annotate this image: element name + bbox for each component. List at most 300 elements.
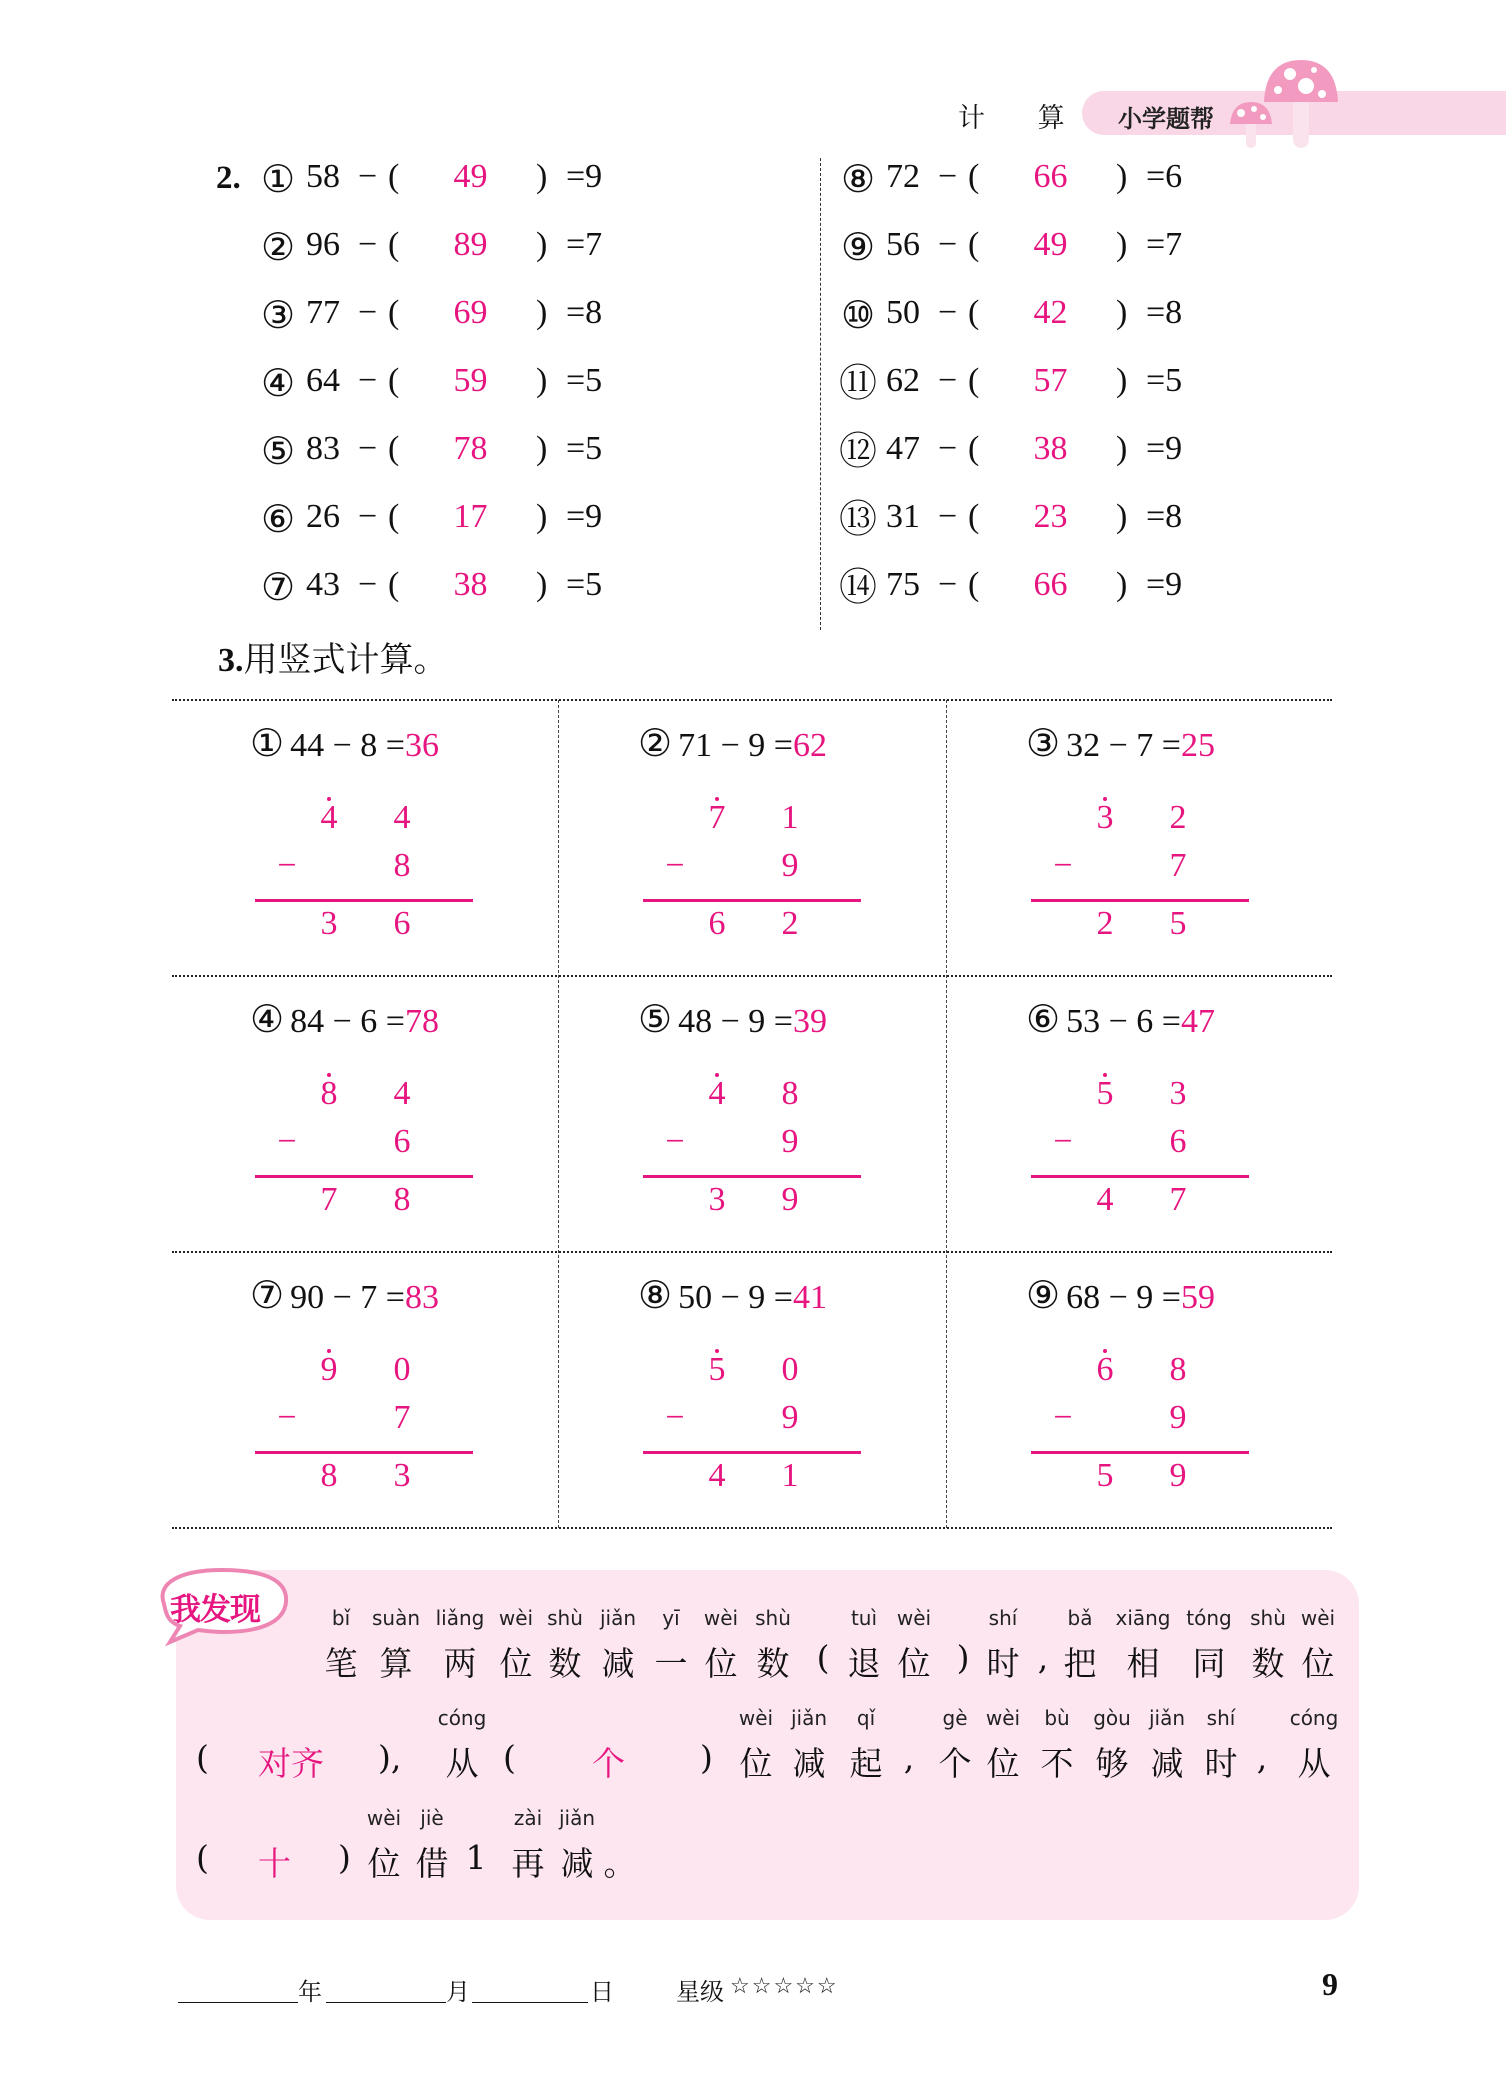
item-number: ④ (260, 363, 296, 405)
problem-result[interactable]: 41 (792, 1279, 827, 1316)
answer-blank[interactable]: 66 (1033, 158, 1068, 195)
equation-row (258, 158, 658, 202)
hanzi: 。 (603, 1844, 637, 1883)
close-paren: ) (1116, 362, 1128, 399)
day-label: 日 (590, 1978, 614, 2006)
open-paren: ( (196, 1738, 209, 1777)
answer-blank[interactable]: 23 (1033, 498, 1068, 535)
hanzi: 减 (601, 1644, 635, 1683)
result-tens-digit: 4 (708, 1457, 726, 1494)
equation-row (838, 362, 1238, 406)
open-paren: ( (196, 1838, 209, 1877)
problem-result[interactable]: 39 (792, 1003, 827, 1040)
hanzi: 笔 (324, 1644, 358, 1683)
hanzi: 位 (1301, 1644, 1335, 1683)
answer-blank[interactable]: 42 (1033, 294, 1068, 331)
hanzi: 退 (847, 1644, 881, 1683)
problem-expression: 90 − 7 = (290, 1279, 405, 1316)
minus-sign: − (665, 1399, 685, 1436)
pinyin: wèi (498, 1606, 534, 1630)
star-rating[interactable]: ☆☆☆☆☆ (730, 1974, 839, 1999)
minus-sign: − (938, 158, 958, 195)
discovery-badge: 我发现 (170, 1592, 260, 1628)
pinyin: cóng (437, 1706, 487, 1730)
close-paren: ) (536, 158, 548, 195)
hanzi: 个 (938, 1744, 972, 1783)
item-number: ① (260, 159, 296, 201)
answer-blank[interactable]: 17 (453, 498, 488, 535)
hanzi: ) (956, 1638, 970, 1677)
hanzi: 起 (849, 1744, 883, 1783)
hanzi: 位 (739, 1744, 773, 1783)
minus-sign: − (358, 226, 378, 263)
hanzi: 位 (986, 1744, 1020, 1783)
item-number: ⑬ (838, 499, 877, 541)
result-tens-digit: 3 (708, 1181, 726, 1218)
close-paren: ) (1116, 226, 1128, 263)
tens-digit: 3 (1096, 799, 1114, 836)
open-paren: ( (968, 430, 980, 467)
vertical-calculation (172, 701, 560, 976)
close-paren: ) (1116, 498, 1128, 535)
problem-result[interactable]: 36 (404, 727, 439, 764)
minus-sign: − (358, 158, 378, 195)
pinyin: jiè (420, 1806, 444, 1830)
problem-expression: 50 − 9 = (678, 1279, 793, 1316)
result-ones-digit: 7 (1169, 1181, 1187, 1218)
pinyin: jiǎn (790, 1706, 828, 1730)
equals-result: =9 (1146, 566, 1183, 603)
hanzi: 够 (1095, 1744, 1129, 1783)
pinyin: gòu (1093, 1706, 1131, 1730)
equation-row (258, 566, 658, 610)
hanzi: 位 (367, 1844, 401, 1883)
close-paren: ) (1116, 158, 1128, 195)
ones-digit: 4 (393, 1075, 411, 1112)
hanzi: 位 (499, 1644, 533, 1683)
tens-digit: 6 (1096, 1351, 1114, 1388)
pinyin: yī (662, 1606, 680, 1630)
equation-row (258, 294, 658, 338)
open-paren: ( (388, 158, 400, 195)
subtrahend-digit: 8 (393, 847, 411, 884)
answer-blank[interactable]: 78 (453, 430, 488, 467)
problem-number: ③ (1026, 723, 1061, 765)
rating-label: 星级 (676, 1978, 724, 2006)
equals-result: =8 (1146, 498, 1183, 535)
close-paren: ) (1116, 430, 1128, 467)
result-ones-digit: 6 (393, 905, 411, 942)
pinyin: shí (1206, 1706, 1236, 1730)
vertical-calc-cell (172, 701, 560, 976)
equals-result: =5 (566, 362, 603, 399)
sum-line (643, 1175, 861, 1178)
hanzi: 数 (1251, 1644, 1285, 1683)
vertical-calculation (948, 701, 1336, 976)
vertical-calculation (172, 977, 560, 1252)
tens-digit: 4 (320, 799, 338, 836)
subtrahend-digit: 7 (1169, 847, 1187, 884)
minuend: 75 (886, 566, 920, 603)
vertical-calc-cell (172, 977, 560, 1252)
equals-result: =6 (1146, 158, 1183, 195)
open-paren: ( (968, 498, 980, 535)
question-2-number: 2. (216, 160, 241, 196)
problem-expression: 44 − 8 = (290, 727, 405, 764)
pinyin: tuì (850, 1606, 878, 1630)
pinyin: shù (1250, 1606, 1286, 1630)
close-paren: ) (536, 498, 548, 535)
hanzi: 位 (897, 1644, 931, 1683)
close-paren: ) (536, 294, 548, 331)
subtrahend-digit: 9 (1169, 1399, 1187, 1436)
hanzi: 把 (1063, 1644, 1097, 1683)
equation-row (258, 498, 658, 542)
problem-result[interactable]: 83 (404, 1279, 439, 1316)
hanzi: 相 (1126, 1644, 1160, 1683)
close-paren: ) (536, 226, 548, 263)
minuend: 83 (306, 430, 340, 467)
pinyin: tóng (1186, 1606, 1232, 1630)
minus-sign: − (938, 430, 958, 467)
result-ones-digit: 9 (781, 1181, 799, 1218)
month-blank[interactable] (326, 2002, 446, 2003)
subtrahend-digit: 6 (1169, 1123, 1187, 1160)
sum-line (643, 899, 861, 902)
open-paren: ( (968, 294, 980, 331)
vertical-calc-cell (948, 977, 1336, 1252)
answer-blank[interactable]: 个 (592, 1744, 625, 1783)
hanzi: 两 (443, 1644, 477, 1683)
problem-result[interactable]: 78 (404, 1003, 439, 1040)
answer-blank[interactable]: 49 (453, 158, 488, 195)
result-ones-digit: 9 (1169, 1457, 1187, 1494)
year-blank[interactable] (178, 2002, 298, 2003)
answer-blank[interactable]: 59 (453, 362, 488, 399)
minuend: 72 (886, 158, 920, 195)
equation-row (838, 294, 1238, 338)
close-paren: ) (536, 362, 548, 399)
problem-result[interactable]: 62 (792, 727, 827, 764)
close-paren: ), (378, 1738, 402, 1777)
pinyin: cóng (1289, 1706, 1339, 1730)
hanzi: , (1256, 1738, 1268, 1777)
section-title: 计 算 (958, 103, 1087, 134)
vertical-calculation (560, 1253, 948, 1528)
pinyin: xiāng (1115, 1606, 1171, 1630)
sum-line (255, 899, 473, 902)
subtrahend-digit: 9 (781, 847, 799, 884)
minuend: 50 (886, 294, 920, 331)
answer-blank[interactable]: 69 (453, 294, 488, 331)
hanzi: 从 (1297, 1744, 1331, 1783)
open-paren: ( (388, 294, 400, 331)
equation-row (838, 430, 1238, 474)
equation-row (838, 226, 1238, 270)
problem-number: ⑥ (1026, 999, 1061, 1041)
result-ones-digit: 3 (393, 1457, 411, 1494)
result-tens-digit: 2 (1096, 905, 1114, 942)
equals-result: =9 (1146, 430, 1183, 467)
problem-number: ④ (250, 999, 285, 1041)
ones-digit: 1 (781, 799, 799, 836)
sum-line (255, 1451, 473, 1454)
equals-result: =7 (1146, 226, 1183, 263)
problem-expression: 68 − 9 = (1066, 1279, 1181, 1316)
item-number: ⑤ (260, 431, 296, 473)
result-tens-digit: 7 (320, 1181, 338, 1218)
ones-digit: 0 (781, 1351, 799, 1388)
result-ones-digit: 2 (781, 905, 799, 942)
pinyin: bǐ (331, 1606, 351, 1630)
vertical-calculation (560, 977, 948, 1252)
vertical-calc-cell (560, 1253, 948, 1528)
pinyin: shù (755, 1606, 791, 1630)
sum-line (1031, 1451, 1249, 1454)
answer-blank[interactable]: 十 (258, 1844, 291, 1883)
hanzi: 1 (465, 1838, 487, 1877)
sum-line (643, 1451, 861, 1454)
minuend: 58 (306, 158, 340, 195)
pinyin: shù (547, 1606, 583, 1630)
minus-sign: − (665, 1123, 685, 1160)
hanzi: 不 (1040, 1744, 1074, 1783)
problem-number: ② (638, 723, 673, 765)
tens-digit: 8 (320, 1075, 338, 1112)
day-blank[interactable] (472, 2002, 588, 2003)
minuend: 64 (306, 362, 340, 399)
vertical-calculation (948, 977, 1336, 1252)
ones-digit: 2 (1169, 799, 1187, 836)
open-paren: ( (388, 566, 400, 603)
brand-name: 小学题帮 (1118, 105, 1214, 133)
problem-number: ⑧ (638, 1275, 673, 1317)
item-number: ⑦ (260, 567, 296, 609)
minuend: 56 (886, 226, 920, 263)
pinyin: wèi (366, 1806, 402, 1830)
equals-result: =5 (1146, 362, 1183, 399)
equals-result: =7 (566, 226, 603, 263)
item-number: ⑫ (838, 431, 877, 473)
hanzi: , (1037, 1638, 1049, 1677)
item-number: ⑩ (840, 295, 876, 337)
result-ones-digit: 8 (393, 1181, 411, 1218)
hanzi: , (903, 1738, 915, 1777)
tens-digit: 5 (1096, 1075, 1114, 1112)
minuend: 96 (306, 226, 340, 263)
pinyin: wèi (738, 1706, 774, 1730)
vertical-calc-cell (948, 701, 1336, 976)
item-number: ② (260, 227, 296, 269)
minus-sign: − (938, 226, 958, 263)
problem-number: ① (250, 723, 285, 765)
pinyin: jiǎn (558, 1806, 596, 1830)
question-3-text: 用竖式计算。 (243, 640, 448, 680)
equation-row (258, 430, 658, 474)
question-3-title (218, 632, 448, 681)
result-tens-digit: 5 (1096, 1457, 1114, 1494)
problem-expression: 84 − 6 = (290, 1003, 405, 1040)
problem-expression: 53 − 6 = (1066, 1003, 1181, 1040)
equation-row (258, 226, 658, 270)
vertical-calculation (560, 701, 948, 976)
hanzi: 数 (548, 1644, 582, 1683)
answer-blank[interactable]: 38 (453, 566, 488, 603)
minus-sign: − (277, 847, 297, 884)
hanzi: ( (816, 1638, 830, 1677)
hanzi: 从 (445, 1744, 479, 1783)
year-label: 年 (298, 1978, 322, 2006)
answer-blank[interactable]: 89 (453, 226, 488, 263)
answer-blank[interactable]: 57 (1033, 362, 1068, 399)
hanzi: 算 (379, 1644, 413, 1683)
hanzi: 时 (1204, 1744, 1238, 1783)
close-paren: ) (700, 1738, 713, 1777)
answer-blank[interactable]: 38 (1033, 430, 1068, 467)
equals-result: =5 (566, 430, 603, 467)
hanzi: 减 (792, 1744, 826, 1783)
minus-sign: − (665, 847, 685, 884)
problem-result[interactable]: 47 (1180, 1003, 1215, 1040)
problem-number: ⑤ (638, 999, 673, 1041)
mushroom-large-icon (1262, 58, 1340, 150)
answer-blank[interactable]: 对齐 (258, 1744, 324, 1783)
minus-sign: − (938, 566, 958, 603)
equation-row (838, 158, 1238, 202)
item-number: ③ (260, 295, 296, 337)
minus-sign: − (358, 362, 378, 399)
ones-digit: 0 (393, 1351, 411, 1388)
subtrahend-digit: 9 (781, 1399, 799, 1436)
result-ones-digit: 1 (781, 1457, 799, 1494)
pinyin: wèi (703, 1606, 739, 1630)
pinyin: jiǎn (599, 1606, 637, 1630)
ones-digit: 8 (781, 1075, 799, 1112)
page-number: 9 (1322, 1966, 1338, 2002)
hanzi: 一 (654, 1644, 688, 1683)
sum-line (1031, 899, 1249, 902)
result-tens-digit: 4 (1096, 1181, 1114, 1218)
open-paren: ( (388, 430, 400, 467)
pinyin: shí (988, 1606, 1018, 1630)
subtrahend-digit: 7 (393, 1399, 411, 1436)
open-paren: ( (968, 566, 980, 603)
pinyin: gè (942, 1706, 968, 1730)
item-number: ⑭ (838, 567, 877, 609)
pinyin: jiǎn (1148, 1706, 1186, 1730)
pinyin: liǎng (435, 1606, 485, 1630)
item-number: ⑧ (840, 159, 876, 201)
column-divider (820, 158, 821, 630)
pinyin: wèi (1300, 1606, 1336, 1630)
vertical-calc-cell (560, 977, 948, 1252)
problem-expression: 48 − 9 = (678, 1003, 793, 1040)
tens-digit: 9 (320, 1351, 338, 1388)
minus-sign: − (938, 294, 958, 331)
problem-result[interactable]: 59 (1180, 1279, 1215, 1316)
result-ones-digit: 5 (1169, 905, 1187, 942)
result-tens-digit: 6 (708, 905, 726, 942)
hanzi: 数 (756, 1644, 790, 1683)
minuend: 77 (306, 294, 340, 331)
open-paren: ( (388, 226, 400, 263)
item-number: ⑨ (840, 227, 876, 269)
equals-result: =5 (566, 566, 603, 603)
month-label: 月 (446, 1978, 470, 2006)
minus-sign: − (1053, 1123, 1073, 1160)
item-number: ⑥ (260, 499, 296, 541)
minuend: 47 (886, 430, 920, 467)
minus-sign: − (938, 498, 958, 535)
pinyin: bǎ (1067, 1606, 1093, 1630)
close-paren: ) (338, 1838, 351, 1877)
pinyin: qǐ (856, 1706, 876, 1730)
open-paren: ( (968, 362, 980, 399)
question-3-number: 3. (218, 642, 244, 679)
equation-row (258, 362, 658, 406)
pinyin: wèi (985, 1706, 1021, 1730)
open-paren: ( (503, 1738, 516, 1777)
tens-digit: 5 (708, 1351, 726, 1388)
answer-blank[interactable]: 49 (1033, 226, 1068, 263)
close-paren: ) (1116, 294, 1128, 331)
minus-sign: − (938, 362, 958, 399)
problem-expression: 32 − 7 = (1066, 727, 1181, 764)
hanzi: 同 (1192, 1644, 1226, 1683)
answer-blank[interactable]: 66 (1033, 566, 1068, 603)
pinyin: suàn (371, 1606, 421, 1630)
minus-sign: − (277, 1399, 297, 1436)
vertical-calc-cell (560, 701, 948, 976)
hanzi: 时 (986, 1644, 1020, 1683)
equals-result: =9 (566, 158, 603, 195)
equals-result: =8 (1146, 294, 1183, 331)
vertical-calc-cell (172, 1253, 560, 1528)
sum-line (255, 1175, 473, 1178)
subtrahend-digit: 9 (781, 1123, 799, 1160)
problem-result[interactable]: 25 (1180, 727, 1215, 764)
minuend: 26 (306, 498, 340, 535)
hanzi: 减 (1150, 1744, 1184, 1783)
open-paren: ( (388, 498, 400, 535)
problem-number: ⑦ (250, 1275, 285, 1317)
pinyin: wèi (896, 1606, 932, 1630)
open-paren: ( (968, 158, 980, 195)
minus-sign: − (277, 1123, 297, 1160)
subtrahend-digit: 6 (393, 1123, 411, 1160)
result-tens-digit: 8 (320, 1457, 338, 1494)
hanzi: 再 (511, 1844, 545, 1883)
minuend: 31 (886, 498, 920, 535)
ones-digit: 4 (393, 799, 411, 836)
sum-line (1031, 1175, 1249, 1178)
problem-expression: 71 − 9 = (678, 727, 793, 764)
ones-digit: 3 (1169, 1075, 1187, 1112)
minuend: 62 (886, 362, 920, 399)
result-tens-digit: 3 (320, 905, 338, 942)
hanzi: 位 (704, 1644, 738, 1683)
minus-sign: − (1053, 847, 1073, 884)
tens-digit: 4 (708, 1075, 726, 1112)
open-paren: ( (968, 226, 980, 263)
minus-sign: − (358, 294, 378, 331)
close-paren: ) (1116, 566, 1128, 603)
tens-digit: 7 (708, 799, 726, 836)
pinyin: zài (513, 1806, 543, 1830)
minus-sign: − (1053, 1399, 1073, 1436)
vertical-calculation (172, 1253, 560, 1528)
minus-sign: − (358, 430, 378, 467)
